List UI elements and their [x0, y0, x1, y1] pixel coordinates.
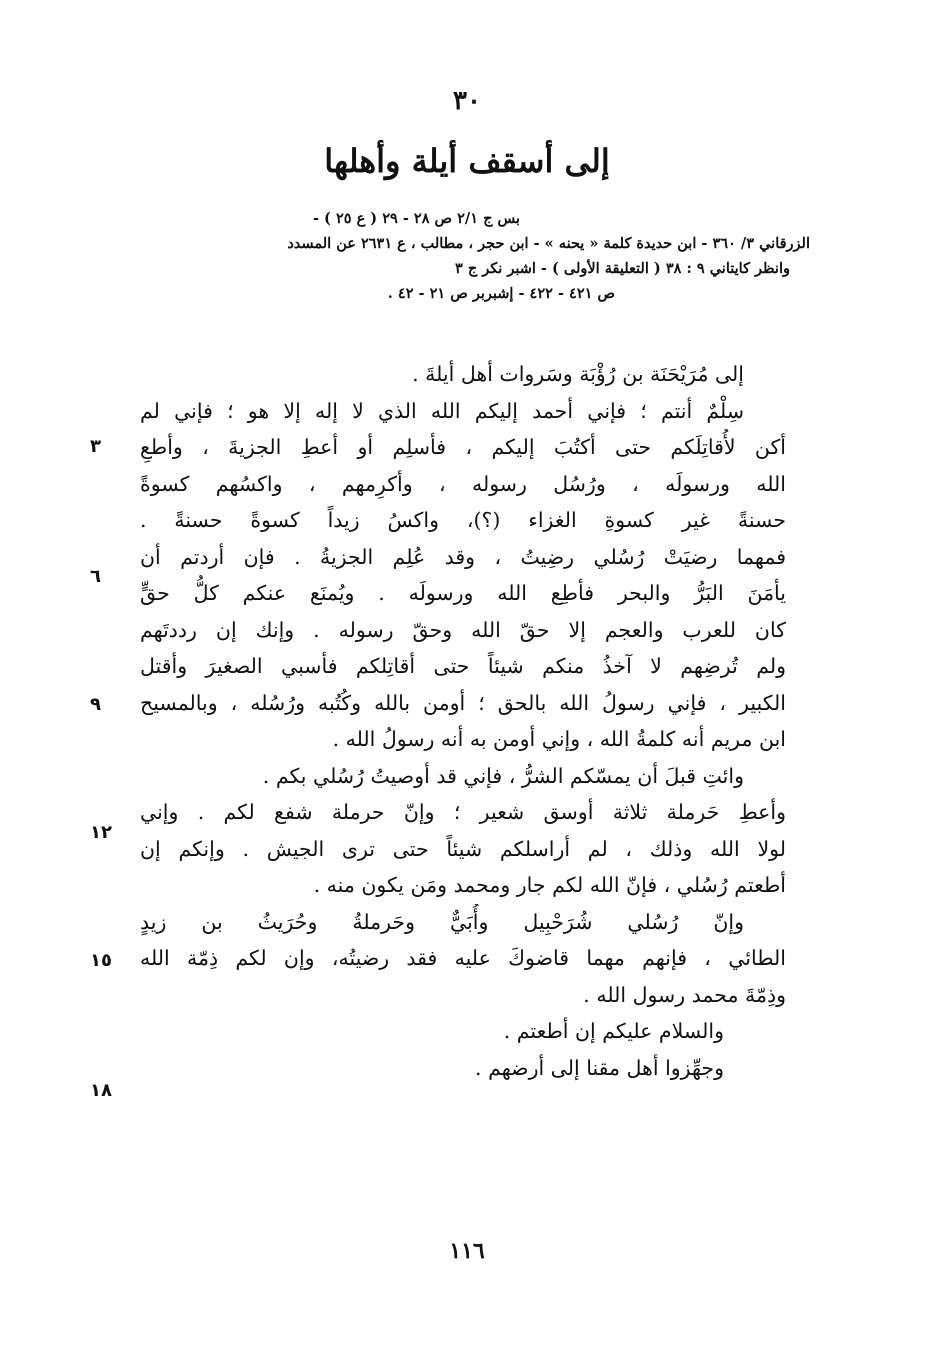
margin-line-number: ٩	[90, 694, 101, 715]
body-line: أكن لأُقاتِلَكم حتى أكتُبَ إليكم ، فأسلِم أو أعطِ الجزيةَ ، وأطعِ	[140, 435, 786, 459]
body-line: الطائي ، فإنهم مهما قاضوكَ عليه فقد رضيتُه، وإن لكم ذِمّة الله	[140, 946, 786, 970]
reference-line: الزرقاني ٣/ ٣٦٠ - ابن حديدة كلمة « يحنه » - ابن حجر ، مطالب ، ع ٢٦٣١ عن المسدد	[287, 235, 810, 252]
document-number: ٣٠	[453, 86, 481, 116]
body-line: يأمَنَ البَرُّ والبحر فأطِع الله ورسولَه . ويُمنَع عنكم كلُّ حقٍّ	[140, 581, 786, 605]
body-line: ولم تُرضِهم لا آخذُ منكم شيئاً حتى أقاتِلكم فأسبي الصغيرَ وأقتل	[140, 654, 786, 678]
body-line: إلى مُرَيْحَنَة بن رُؤْبَة وسَروات أهل أيلةَ .	[412, 362, 744, 386]
margin-line-number: ٣	[90, 436, 101, 457]
body-line: حسنةً غير كسوةِ الغزاء (؟)، واكسُ زيداً كسوةً حسنةً .	[140, 508, 786, 532]
body-line: وأعطِ حَرملة ثلاثة أوسق شعير ؛ وإنّ حرملة شفع لكم . وإني	[140, 800, 786, 824]
margin-line-number: ١٥	[90, 950, 112, 971]
body-line: كان للعرب والعجم إلا حقّ الله وحقّ رسوله . وإنك إن رددتَهم	[140, 617, 786, 642]
body-line: أطعتم رُسُلي ، فإنّ الله لكم جار ومحمد ومَن يكون منه .	[313, 873, 786, 897]
body-line: الكبير ، فإني رسولُ الله بالحق ؛ أومن بالله وكُتُبه ورُسُله ، وبالمسيح	[140, 690, 786, 715]
body-line: ابن مريم أنه كلمةُ الله ، وإني أومن به أنه رسولُ الله .	[332, 727, 786, 751]
margin-line-number: ١٨	[90, 1080, 112, 1101]
body-line: والسلام عليكم إن أطعتم .	[503, 1019, 724, 1043]
body-line: وذِمّةَ محمد رسول الله .	[583, 982, 786, 1007]
body-line: لولا الله وذلك ، لم أراسلكم شيئاً حتى ترى الجيش . وإنكم إن	[140, 836, 786, 861]
reference-line: بس ج ٢/١ ص ٢٨ - ٢٩ ( ع ٢٥ ) -	[312, 210, 520, 227]
body-line: سِلْمٌ أنتم ؛ فإني أحمد إليكم الله الذي لا إله إلا هو ؛ فإني لم	[140, 398, 744, 423]
reference-line: ص ٤٢١ - ٤٢٢ - إشبربر ص ٢١ - ٤٢ .	[387, 285, 615, 302]
body-line: وجهِّزوا أهل مقنا إلى أرضهم .	[475, 1055, 724, 1080]
margin-line-number: ١٢	[90, 822, 112, 843]
margin-line-number: ٦	[90, 566, 101, 587]
letter-body	[140, 356, 786, 1086]
document-title: إلى أسقف أيلة وأهلها	[324, 142, 610, 180]
reference-line: وانظر كايتاني ٩ : ٣٨ ( التعليقة الأولى ) - اشبر نكر ج ٣	[454, 260, 790, 277]
page-number: ١١٦	[449, 1238, 485, 1264]
body-line: الله ورسولَه ، ورُسُل رسوله ، وأكرِمهم ، واكسُهم كسوةً	[140, 471, 786, 496]
body-line: وائتِ قبلَ أن يمسّكم الشرُّ ، فإني قد أوصيتُ رُسُلي بكم .	[262, 763, 744, 788]
references-block	[150, 206, 810, 306]
body-line: فمهما رضيَتْ رُسُلي رضِيتُ ، وقد عُلِم الجزيةُ . فإن أردتم أن	[140, 544, 786, 569]
body-line: وإنّ رُسُلي شُرَحْبِيل وأُبَيٌّ وحَرملةُ وحُرَيثُ بن زيدٍ	[140, 909, 744, 934]
